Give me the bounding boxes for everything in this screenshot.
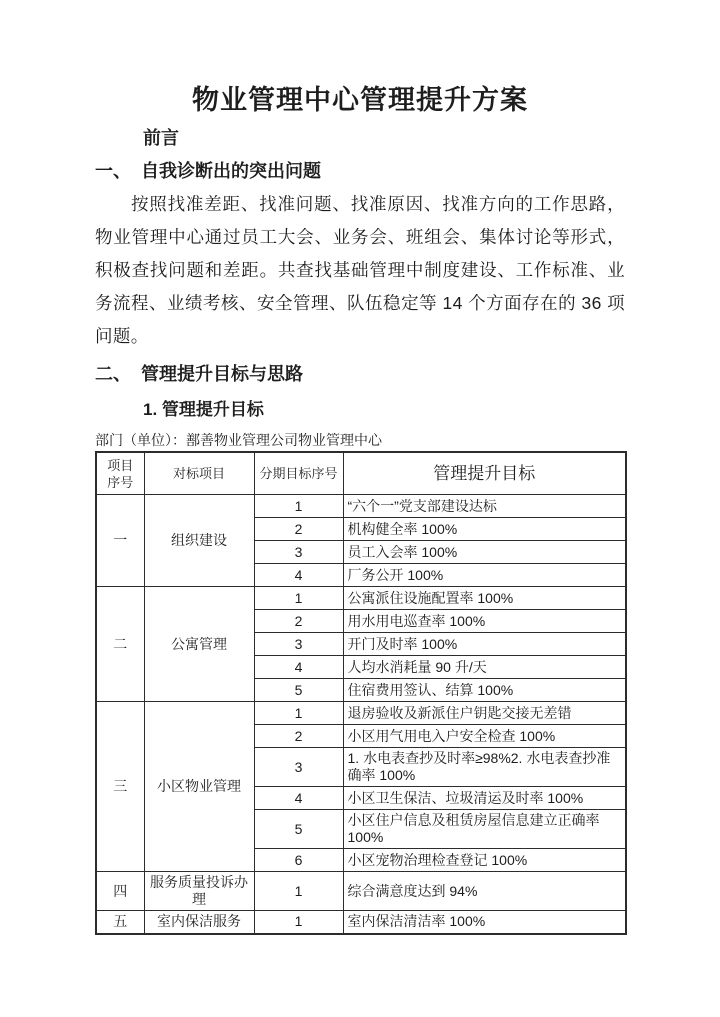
goal-index-cell: 4 (254, 656, 343, 679)
goal-index-cell: 3 (254, 748, 343, 787)
subsection-1-heading: 1. 管理提升目标 (143, 400, 264, 419)
goal-text-cell: 住宿费用签认、结算 100% (343, 679, 626, 702)
project-index-cell: 三 (96, 702, 144, 872)
goal-index-cell: 1 (254, 495, 343, 518)
goals-table (95, 451, 627, 935)
goal-index-cell: 4 (254, 564, 343, 587)
section-2-heading (95, 362, 625, 386)
goal-text-cell: 退房验收及新派住户钥匙交接无差错 (343, 702, 626, 725)
table-row (96, 495, 626, 518)
goal-text-cell: 厂务公开 100% (343, 564, 626, 587)
section-2-title: 管理提升目标与思路 (141, 364, 303, 384)
goal-index-cell: 1 (254, 872, 343, 911)
doc-title: 物业管理中心管理提升方案 (192, 85, 528, 115)
goal-index-cell: 2 (254, 518, 343, 541)
goal-text-cell: 用水用电巡查率 100% (343, 610, 626, 633)
goal-text-cell: 小区宠物治理检查登记 100% (343, 849, 626, 872)
goal-text-cell: 人均水消耗量 90 升/天 (343, 656, 626, 679)
goal-text-cell: 1. 水电表查抄及时率≥98%2. 水电表查抄准确率 100% (343, 748, 626, 787)
project-index-cell: 五 (96, 911, 144, 934)
col-header-phase-goal-no: 分期目标序号 (254, 452, 343, 495)
goal-index-cell: 1 (254, 911, 343, 934)
project-name-cell: 公寓管理 (144, 587, 254, 702)
goal-index-cell: 3 (254, 541, 343, 564)
section-1-title: 自我诊断出的突出问题 (141, 161, 321, 181)
section-1-number: 一、 (95, 161, 131, 181)
table-row (96, 872, 626, 911)
col-header-project-no: 项目 序号 (96, 452, 144, 495)
goal-index-cell: 5 (254, 679, 343, 702)
goal-index-cell: 1 (254, 702, 343, 725)
project-name-cell: 服务质量投诉办理 (144, 872, 254, 911)
department-line: 部门（单位）：鄯善物业管理公司物业管理中心 (95, 432, 382, 448)
project-name-cell: 室内保洁服务 (144, 911, 254, 934)
table-row (96, 702, 626, 725)
project-name-cell: 小区物业管理 (144, 702, 254, 872)
goal-index-cell: 2 (254, 610, 343, 633)
goal-text-cell: 机构健全率 100% (343, 518, 626, 541)
goal-index-cell: 4 (254, 787, 343, 810)
preface-heading: 前言 (143, 128, 179, 148)
section-1-heading (95, 159, 625, 183)
table-row (96, 587, 626, 610)
goal-text-cell: 综合满意度达到 94% (343, 872, 626, 911)
goal-text-cell: “六个一”党支部建设达标 (343, 495, 626, 518)
col-header-improvement-goal: 管理提升目标 (343, 452, 626, 495)
goal-text-cell: 公寓派住设施配置率 100% (343, 587, 626, 610)
goal-text-cell: 小区住户信息及租赁房屋信息建立正确率 100% (343, 810, 626, 849)
section-2-number: 二、 (95, 364, 131, 384)
goal-text-cell: 室内保洁清洁率 100% (343, 911, 626, 934)
goal-index-cell: 3 (254, 633, 343, 656)
document-content (95, 0, 625, 935)
goal-text-cell: 小区卫生保洁、垃圾清运及时率 100% (343, 787, 626, 810)
col-header-benchmark-project: 对标项目 (144, 452, 254, 495)
project-name-cell: 组织建设 (144, 495, 254, 587)
goal-text-cell: 开门及时率 100% (343, 633, 626, 656)
goal-text-cell: 员工入会率 100% (343, 541, 626, 564)
goal-text-cell: 小区用气用电入户安全检查 100% (343, 725, 626, 748)
goal-index-cell: 6 (254, 849, 343, 872)
table-row (96, 911, 626, 934)
goal-index-cell: 5 (254, 810, 343, 849)
project-index-cell: 一 (96, 495, 144, 587)
goal-index-cell: 2 (254, 725, 343, 748)
project-index-cell: 二 (96, 587, 144, 702)
table-header-row (96, 452, 626, 495)
project-index-cell: 四 (96, 872, 144, 911)
intro-paragraph: 按照找准差距、找准问题、找准原因、找准方向的工作思路，物业管理中心通过员工大会、业务会、班组会、集体讨论等形式，积极查找问题和差距。共查找基础管理中制度建设、工作标准、业务流程、业绩考核、安全管理、队伍稳定等 14 个方面存在的 36 项问题。 (95, 194, 625, 346)
goal-index-cell: 1 (254, 587, 343, 610)
